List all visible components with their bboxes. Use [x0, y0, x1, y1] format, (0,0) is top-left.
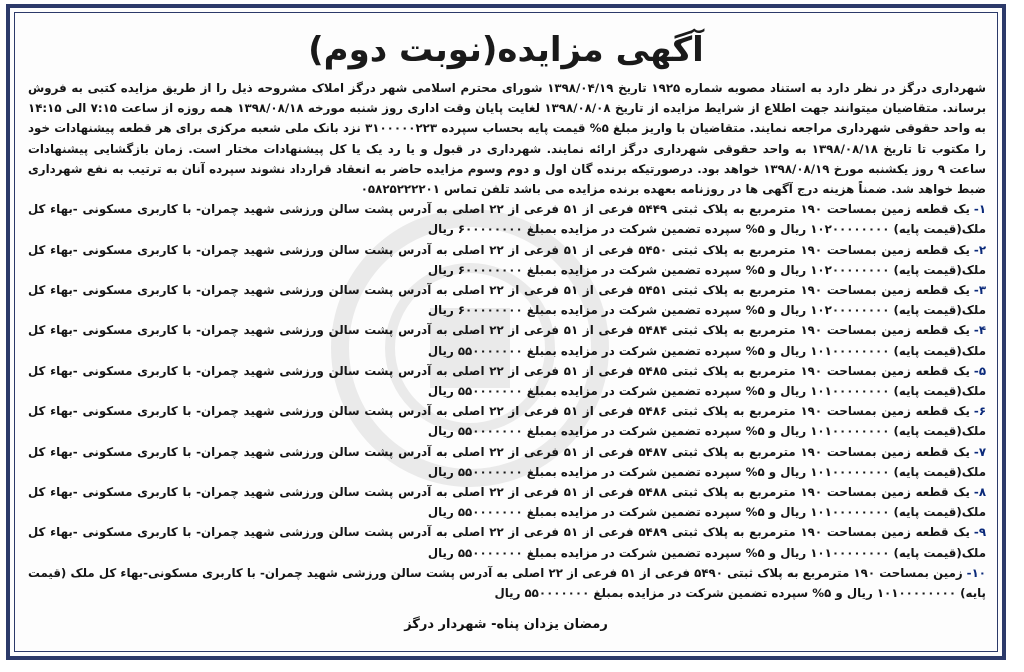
list-item [28, 280, 986, 320]
list-item [28, 240, 986, 280]
item-number: ۴- [973, 323, 987, 338]
list-item [28, 522, 986, 562]
list-item [28, 320, 986, 360]
item-number: ۵- [973, 363, 987, 378]
item-number: ۶- [973, 404, 987, 419]
item-text: یک قطعه زمین بمساحت ۱۹۰ مترمربع به پلاک ثبتی ۵۴۸۴ فرعی از ۵۱ فرعی از ۲۲ اصلی به آدرس پشت سالن ورزشی شهید چمران- با کاربری مسکونی -بهاء کل ملک(قیمت پایه) ۱۰۱۰۰۰۰۰۰۰۰ ریال و ۵% سپرده تضمین شرکت در مزایده بمبلغ ۵۵۰۰۰۰۰۰۰ ریال [28, 323, 986, 358]
item-text: یک قطعه زمین بمساحت ۱۹۰ مترمربع به پلاک ثبتی ۵۴۸۷ فرعی از ۵۱ فرعی از ۲۲ اصلی به آدرس پشت سالن ورزشی شهید چمران- با کاربری مسکونی -بهاء کل ملک(قیمت پایه) ۱۰۱۰۰۰۰۰۰۰۰ ریال و ۵% سپرده تضمین شرکت در مزایده بمبلغ ۵۵۰۰۰۰۰۰۰ ریال [28, 444, 986, 479]
list-item [28, 563, 986, 603]
item-number: ۸- [973, 485, 987, 500]
item-number: ۲- [973, 242, 987, 257]
item-number: ۹- [973, 525, 987, 540]
list-item [28, 482, 986, 522]
list-item [28, 401, 986, 441]
notice-body [28, 78, 986, 603]
intro-paragraph: شهرداری درگز در نظر دارد به استناد مصوبه شماره ۱۹۲۵ تاریخ ۱۳۹۸/۰۴/۱۹ شورای محترم اسلامی شهر درگز املاک مشروحه ذیل را از طریق مزایده کتبی به فروش برساند. متقاضیان میتوانند جهت اطلاع از شرایط مزایده از تاریخ ۱۳۹۸/۰۸/۰۸ لغایت پایان وقت اداری روز شنبه مورخه ۱۳۹۸/۰۸/۱۸ همه روزه از ساعت ۷:۱۵ الی ۱۴:۱۵ به واحد حقوقی شهرداری مراجعه نمایند. متقاضیان با واریز مبلغ ۵% قیمت پایه بحساب سپرده ۳۱۰۰۰۰۰۲۲۳ نزد بانک ملی شعبه مرکزی برای هر قطعه پیشنهادات خود را مکتوب تا تاریخ ۱۳۹۸/۰۸/۱۸ به واحد حقوقی شهرداری درگز ارائه نمایند. شهرداری در قبول و یا رد یک یا کل پیشنهادات مختار است. زمان بازگشایی پیشنهادات ساعت ۹ روز یکشنبه مورخ ۱۳۹۸/۰۸/۱۹ خواهد بود. درصورتیکه برنده گان اول و دوم وسوم مزایده حاضر به انعقاد قرارداد نشوند سپرده آنان به ترتیب به نفع شهرداری ضبط خواهد شد. ضمناً هزینه درج آگهی ها در روزنامه بعهده برنده مزایده می باشد تلفن تماس ۰۵۸۲۵۲۲۲۲۰۱ [28, 81, 987, 197]
item-text: یک قطعه زمین بمساحت ۱۹۰ مترمربع به پلاک ثبتی ۵۴۸۵ فرعی از ۵۱ فرعی از ۲۲ اصلی به آدرس پشت سالن ورزشی شهید چمران- با کاربری مسکونی -بهاء کل ملک(قیمت پایه) ۱۰۱۰۰۰۰۰۰۰۰ ریال و ۵% سپرده تضمین شرکت در مزایده بمبلغ ۵۵۰۰۰۰۰۰۰ ریال [28, 363, 986, 399]
list-item [28, 361, 986, 401]
item-text: یک قطعه زمین بمساحت ۱۹۰ مترمربع به پلاک ثبتی ۵۴۴۹ فرعی از ۵۱ فرعی از ۲۲ اصلی به آدرس پشت سالن ورزشی شهید چمران- با کاربری مسکونی -بهاء کل ملک(قیمت پایه) ۱۰۲۰۰۰۰۰۰۰۰ ریال و ۵% سپرده تضمین شرکت در مزایده بمبلغ ۶۰۰۰۰۰۰۰۰ ریال [28, 202, 986, 237]
item-text: یک قطعه زمین بمساحت ۱۹۰ مترمربع به پلاک ثبتی ۵۴۸۶ فرعی از ۵۱ فرعی از ۲۲ اصلی به آدرس پشت سالن ورزشی شهید چمران- با کاربری مسکونی -بهاء کل ملک(قیمت پایه) ۱۰۱۰۰۰۰۰۰۰۰ ریال و ۵% سپرده تضمین شرکت در مزایده بمبلغ ۵۵۰۰۰۰۰۰۰ ریال [28, 404, 986, 439]
item-text: یک قطعه زمین بمساحت ۱۹۰ مترمربع به پلاک ثبتی ۵۴۵۰ فرعی از ۵۱ فرعی از ۲۲ اصلی به آدرس پشت سالن ورزشی شهید چمران- با کاربری مسکونی -بهاء کل ملک(قیمت پایه) ۱۰۲۰۰۰۰۰۰۰۰ ریال و ۵% سپرده تضمین شرکت در مزایده بمبلغ ۶۰۰۰۰۰۰۰۰ ریال [28, 242, 986, 277]
notice-frame [6, 4, 1006, 660]
item-text: یک قطعه زمین بمساحت ۱۹۰ مترمربع به پلاک ثبتی ۵۴۸۹ فرعی از ۵۱ فرعی از ۲۲ اصلی به آدرس پشت سالن ورزشی شهید چمران- با کاربری مسکونی -بهاء کل ملک(قیمت پایه) ۱۰۱۰۰۰۰۰۰۰۰ ریال و ۵% سپرده تضمین شرکت در مزایده بمبلغ ۵۵۰۰۰۰۰۰۰ ریال [28, 525, 986, 560]
item-number: ۳- [973, 283, 987, 298]
notice-title: آگهی مزایده(نوبت دوم) [308, 30, 704, 70]
item-text: زمین بمساحت ۱۹۰ مترمربع به پلاک ثبتی ۵۴۹۰ فرعی از ۵۱ فرعی از ۲۲ اصلی به آدرس پشت سالن ورزشی شهید چمران- با کاربری مسکونی-بهاء کل ملک (قیمت پایه) ۱۰۱۰۰۰۰۰۰۰۰ ریال و ۵% سپرده تضمین شرکت در مزایده بمبلغ ۵۵۰۰۰۰۰۰۰ ریال [28, 565, 986, 601]
list-item [28, 199, 986, 239]
list-item [28, 442, 986, 482]
item-number: ۷- [973, 444, 987, 459]
item-text: یک قطعه زمین بمساحت ۱۹۰ مترمربع به پلاک ثبتی ۵۴۵۱ فرعی از ۵۱ فرعی از ۲۲ اصلی به آدرس پشت سالن ورزشی شهید چمران- با کاربری مسکونی -بهاء کل ملک(قیمت پایه) ۱۰۲۰۰۰۰۰۰۰۰ ریال و ۵% سپرده تضمین شرکت در مزایده بمبلغ ۶۰۰۰۰۰۰۰۰ ریال [28, 283, 986, 318]
signature-line: رمضان یزدان پناه- شهردار درگز [404, 617, 608, 632]
item-number: ۱- [973, 202, 987, 217]
item-text: یک قطعه زمین بمساحت ۱۹۰ مترمربع به پلاک ثبتی ۵۴۸۸ فرعی از ۵۱ فرعی از ۲۲ اصلی به آدرس پشت سالن ورزشی شهید چمران- با کاربری مسکونی -بهاء کل ملک(قیمت پایه) ۱۰۱۰۰۰۰۰۰۰۰ ریال و ۵% سپرده تضمین شرکت در مزایده بمبلغ ۵۵۰۰۰۰۰۰۰ ریال [28, 485, 986, 520]
item-number: ۱۰- [966, 565, 986, 580]
